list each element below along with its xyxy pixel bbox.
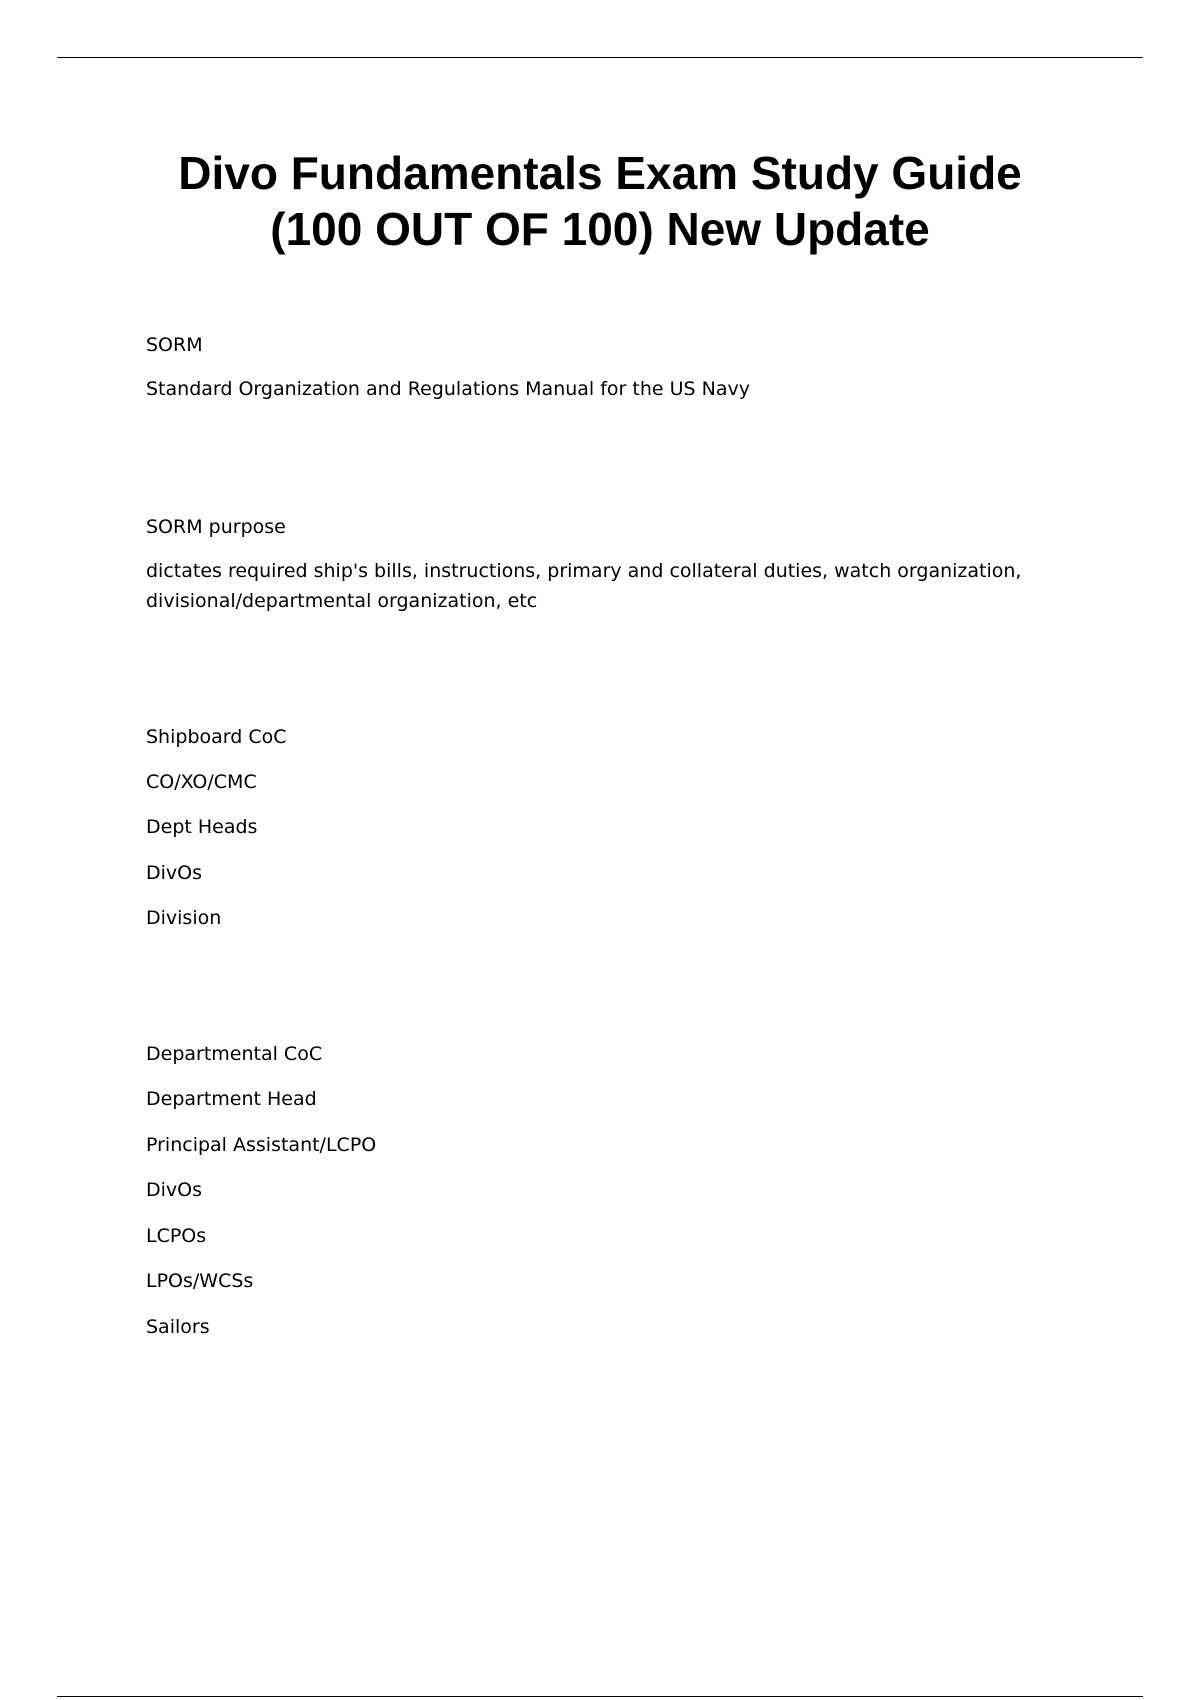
definition-sorm-purpose-line-2: divisional/departmental organization, etc — [146, 590, 538, 612]
definition-shipboard-coc-line-3: DivOs — [146, 862, 203, 884]
page-title-line-1: Divo Fundamentals Exam Study Guide — [178, 147, 1022, 199]
term-sorm-purpose: SORM purpose — [146, 516, 286, 538]
term-sorm: SORM — [146, 334, 203, 356]
definition-departmental-coc-line-4: LCPOs — [146, 1225, 207, 1247]
definition-departmental-coc-line-2: Principal Assistant/LCPO — [146, 1134, 377, 1156]
definition-sorm-line-1: Standard Organization and Regulations Manual for the US Navy — [146, 378, 750, 400]
definition-shipboard-coc-line-2: Dept Heads — [146, 816, 258, 838]
definition-departmental-coc-line-6: Sailors — [146, 1316, 210, 1338]
definition-departmental-coc-line-5: LPOs/WCSs — [146, 1270, 254, 1292]
definition-departmental-coc-line-3: DivOs — [146, 1179, 203, 1201]
definition-shipboard-coc-line-4: Division — [146, 907, 222, 929]
definition-departmental-coc-line-1: Department Head — [146, 1088, 317, 1110]
header-rule — [57, 57, 1143, 58]
definition-sorm-purpose-line-1: dictates required ship's bills, instructions, primary and collateral duties, watch organization, — [146, 560, 1022, 582]
term-shipboard-coc: Shipboard CoC — [146, 726, 287, 748]
page-title-line-2: (100 OUT OF 100) New Update — [270, 203, 930, 255]
page-title — [60, 145, 1140, 257]
definition-shipboard-coc-line-1: CO/XO/CMC — [146, 771, 257, 793]
footer-rule — [57, 1696, 1143, 1697]
term-departmental-coc: Departmental CoC — [146, 1043, 323, 1065]
